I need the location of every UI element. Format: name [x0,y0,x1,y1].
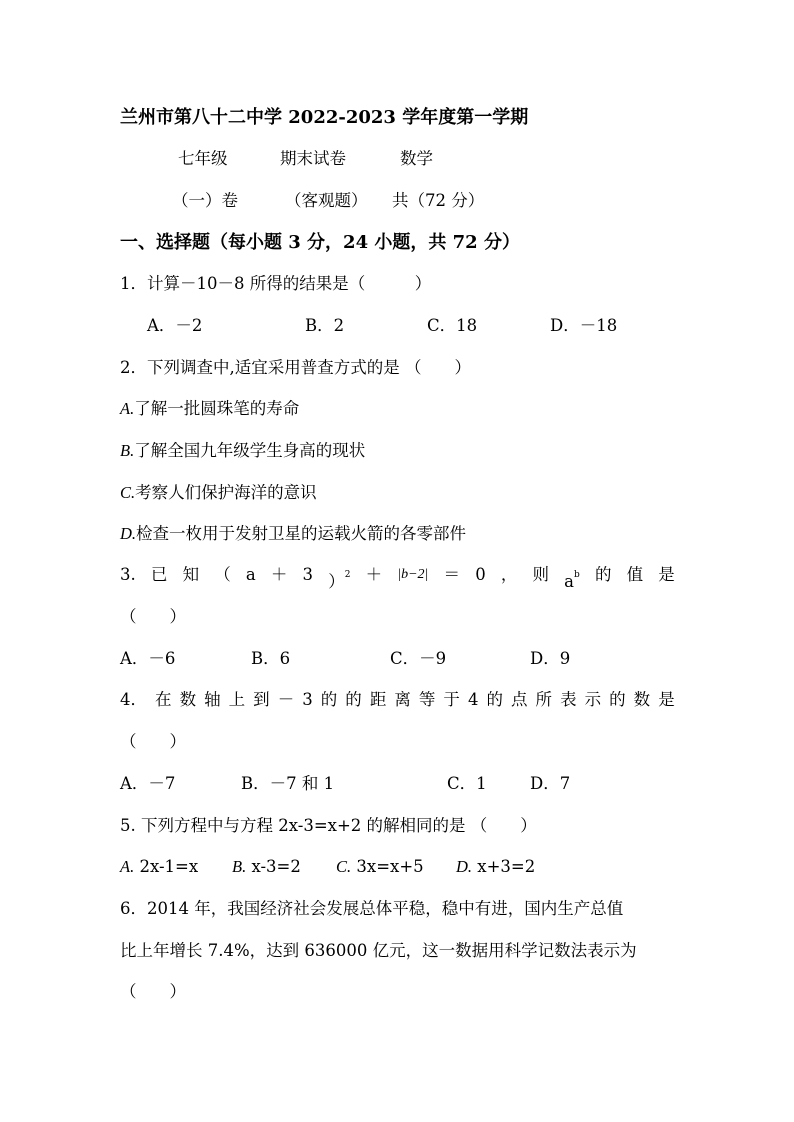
q2-option-c-label: C. [120,483,136,502]
q2-option-d-label: D. [120,524,137,543]
q3-stem [120,563,675,594]
q4-paren: （ ） [120,732,186,751]
q5-option-c-text: 3x=x+5 [356,857,424,876]
q4-stem-part: 数 [179,690,197,709]
q4-stem-part: 数 [633,690,651,709]
q1-option-a: A．－2 [147,316,203,335]
q2-option-b [120,439,365,463]
q5-option-b-text: x-3=2 [251,857,301,876]
q3-stem-part: ＋ [270,565,288,584]
q4-stem [120,688,675,712]
part-label: （一）卷 [172,191,238,210]
q3-paren: （ ） [120,607,186,626]
q1-option-c: C．18 [427,316,478,335]
q4-stem-part: 表 [560,690,577,709]
q4-option-b: B．－7 和 1 [241,774,335,793]
q4-stem-part: 示 [584,690,602,709]
part-type-label: （客观题） [285,191,368,210]
exam-label: 期末试卷 [280,149,346,168]
q1-option-b: B．2 [305,316,345,335]
q6-paren: （ ） [120,982,186,1001]
q2-option-b-text: 了解全国九年级学生身高的现状 [134,441,366,460]
q3-option-d: D．9 [530,649,571,668]
q3-exponent: 2 [344,570,351,580]
q3-stem-part: ＝ [443,565,461,584]
q3-stem-part: 是 [658,565,675,584]
q5-option-a-label: A. [120,857,135,876]
q3-stem-part: ， [500,565,518,584]
grade-label: 七年级 [178,149,228,168]
q3-stem-part [328,563,350,594]
q3-stem-part [564,563,580,594]
q4-stem-part: 是 [658,690,675,709]
q4-option-d: D．7 [530,774,571,793]
q4-stem-part: 4 [467,690,479,709]
q2-option-b-label: B. [120,441,135,460]
q2-stem: 2．下列调查中,适宜采用普查方式的是 （ ） [120,358,471,377]
subject-label: 数学 [400,149,433,168]
q5-option-c [336,855,424,879]
q4-stem-part: 在 [155,690,172,709]
q4-stem-part: 于 [443,690,460,709]
q2-option-a-text: 了解一批圆珠笔的寿命 [134,399,300,418]
q3-option-c: C．－9 [390,649,447,668]
q3-stem-part: 3 [302,565,314,584]
q1-stem: 1．计算－10－8 所得的结果是（ ） [120,274,432,293]
q4-stem-part: 的 [320,690,338,709]
q3-stem-part: 0 [475,565,486,584]
q3-option-b: B．6 [251,649,291,668]
q5-option-a [120,855,198,879]
q4-stem-part: 等 [418,690,436,709]
school-title: 兰州市第八十二中学 2022-2023 学年度第一学期 [120,107,529,128]
q4-stem-part: 点 [511,690,528,709]
q4-stem-part: 的 [345,690,362,709]
q3-stem-part: 知 [182,565,200,584]
q3-stem-part: 已 [150,565,168,584]
q2-option-c-text: 考察人们保护海洋的意识 [135,483,317,502]
q5-option-c-label: C. [336,857,352,876]
part-total-label: 共（72 分） [392,191,485,210]
q2-option-a-label: A. [120,399,135,418]
q3-abs-value: |b−2| [397,567,429,582]
q5-option-d-label: D. [456,857,473,876]
q5-stem: 5. 下列方程中与方程 2x-3=x+2 的解相同的是 （ ） [120,816,537,835]
q4-stem-part: － [277,690,295,709]
q3-stem-part: （ [214,565,231,584]
q3-stem-part: 3. [120,565,136,584]
q2-option-d-text: 检查一枚用于发射卫星的运载火箭的各零部件 [136,524,467,543]
q3-stem-part: a [245,565,256,584]
q3-option-a: A．－6 [120,649,176,668]
q5-option-b [232,855,301,879]
q3-base: a [564,572,575,591]
q4-option-a: A．－7 [120,774,176,793]
q2-option-d [120,522,466,546]
q4-option-c: C．1 [447,774,487,793]
q2-option-a [120,397,299,421]
q4-stem-part: 距 [369,690,387,709]
q5-option-d [456,855,535,879]
q4-stem-part: 的 [486,690,503,709]
q5-option-d-text: x+3=2 [477,857,536,876]
q4-stem-part: 的 [609,690,626,709]
q3-stem-part: ＋ [365,565,383,584]
q4-stem-part: 3 [302,690,313,709]
section-title: 一、选择题（每小题 3 分，24 小题，共 72 分） [120,232,520,253]
q4-stem-part: 所 [535,690,553,709]
q4-stem-part: 离 [394,690,411,709]
q4-stem-part: 到 [253,690,270,709]
q3-stem-part: ） [328,572,345,591]
q3-stem-part: 的 [594,565,612,584]
q4-stem-part: 上 [228,690,246,709]
q1-option-d: D．－18 [550,316,618,335]
q6-line2: 比上年增长 7.4%，达到 636000 亿元，这一数据用科学记数法表示为 [120,941,637,960]
q4-stem-part: 轴 [204,690,221,709]
q3-stem-part: 则 [532,565,550,584]
q4-stem-part: 4． [120,690,147,709]
q5-option-b-label: B. [232,857,247,876]
q5-option-a-text: 2x-1=x [139,857,199,876]
q2-option-c [120,481,317,505]
q6-line1: 6．2014 年，我国经济社会发展总体平稳，稳中有进，国内生产总值 [120,899,624,918]
q3-power: b [574,570,580,580]
q3-stem-part: 值 [626,565,644,584]
